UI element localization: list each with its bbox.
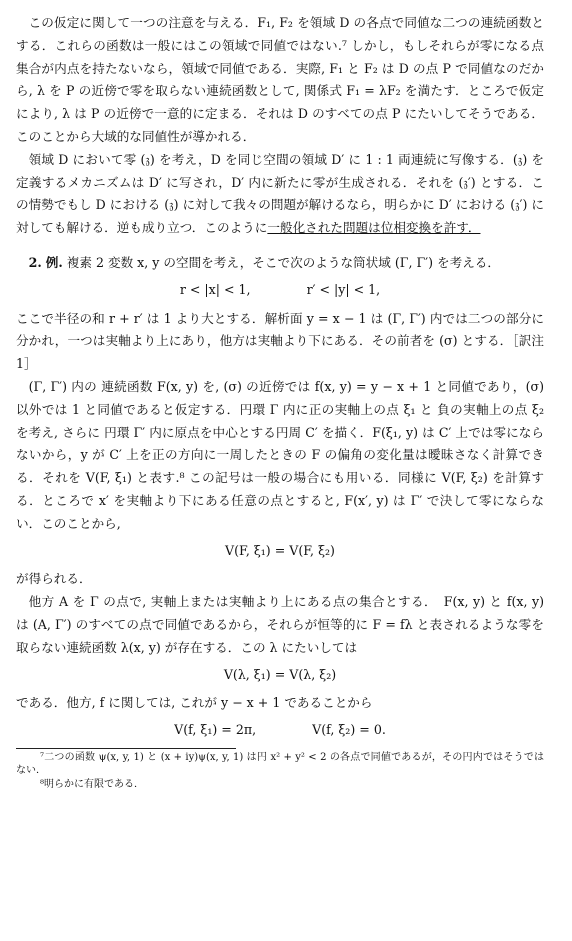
- section-label: 例.: [45, 254, 63, 270]
- section-intro-text: 複素 2 変数 x, y の空間を考え，そこで次のような筒状域 (Γ, Γ′) を考える．: [66, 254, 500, 270]
- paragraph-topological-transform: [16, 149, 544, 240]
- equation-left: V(f, ξ₁) = 2π,: [174, 722, 257, 738]
- paragraph-lambda: 他方 A を Γ の点で, 実軸上または実軸より上にある点の集合とする． F(x, y) と f(x, y) は (A, Γ′) のすべての点で同値であるから，それらが恒等的に F = fλ と表されるような零を取らない連続函数 λ(x, y) が存在する．この λ にたいしては: [16, 594, 544, 655]
- underlined-statement: 一般化された問題は位相変換を許す．: [267, 220, 481, 236]
- paragraph-equivalence-remark: この仮定に関して一つの注意を与える．F₁, F₂ を領域 D の各点で同値な二つの連続函数とする．これらの函数は一般にはこの領域で同値ではない.⁷ しかし，もしそれらが零になる点集合が内点を持たないなら，領域で同値である．実際, F₁ と F₂ は D の点 P で同値なのだから, λ を P の近傍で零を取らない連続函数として, 関係式 F₁ = λF₂ を満たす．ところで仮定により, λ は P の近傍で一意的に定まる．それは D のすべての点 P にたいしてそうである．このことから大域的な同値性が導かれる．: [16, 15, 544, 144]
- paragraph-obtained: が得られる．: [16, 571, 92, 587]
- footnote-8: ⁸明らかに有限である．: [40, 778, 145, 790]
- section-2-intro: [16, 252, 544, 275]
- equation-v-f: V(F, ξ₁) = V(F, ξ₂): [225, 542, 335, 558]
- paragraph-analytic-surface: ここで半径の和 r + r′ は 1 より大とする．解析面 y = x − 1 は (Γ, Γ′) 内では二つの部分に分かれ，一つは実軸より上にあり，他方は実軸より下にある．その前者を (σ) とする．［訳注 1］: [16, 310, 544, 372]
- footnote-divider: [16, 748, 236, 749]
- equation-v-lambda: V(λ, ξ₁) = V(λ, ξ₂): [223, 666, 337, 682]
- equation-v-small-f: [16, 719, 544, 742]
- paragraph-text: 領域 D において零 (𝔷) を考え，D を同じ空間の領域 D′ に 1 : 1 両連続に写像する．(𝔷) を定義するメカニズムは D′ に写され，D′ 内に新たに零が生成される．それを (𝔷′) とする．この情勢でもし D における (𝔷) に対して我々の問題が解けるなら，明らかに D′ における (𝔷′) に対しても解ける．逆も成り立つ．このように: [16, 151, 544, 236]
- equation-right: V(f, ξ₂) = 0.: [312, 722, 386, 738]
- section-number: 2.: [28, 254, 42, 270]
- equation-cylinder-domain: [16, 279, 544, 302]
- footnote-7: ⁷二つの函数 ψ(x, y, 1) と (x + iy)ψ(x, y, 1) は円 x² + y² < 2 の各点で同値であるが，その円内ではそうではない．: [16, 751, 544, 777]
- paragraph-continuous-function: (Γ, Γ′) 内の 連続函数 F(x, y) を, (σ) の近傍では f(x, y) = y − x + 1 と同値であり，(σ) 以外では 1 と同値であると仮定する．円環 Γ 内に正の実軸上の点 ξ₁ と 負の実軸上の点 ξ₂ を考え, さらに 円環 Γ′ 内に原点を中心とする円周 C′ を描く．F(ξ₁, y) は C′ 上では零にならないから，y が C′ 上を正の方向に一周したときの F の偏角の変化量は曖昧さなく計算できる．それを V(F, ξ₁) と表す.⁸ この記号は一般の場合にも用いる．同様に V(F, ξ₂) を計算する．ところで x′ を実軸より下にある任意の点とすると, F(x′, y) は Γ′ で決して零にならない．このことから,: [16, 378, 544, 531]
- paragraph-on-f: である．他方, f に関しては, これが y − x + 1 であることから: [16, 695, 373, 711]
- equation-left: r < |x| < 1,: [179, 281, 251, 297]
- equation-right: r′ < |y| < 1,: [306, 281, 381, 297]
